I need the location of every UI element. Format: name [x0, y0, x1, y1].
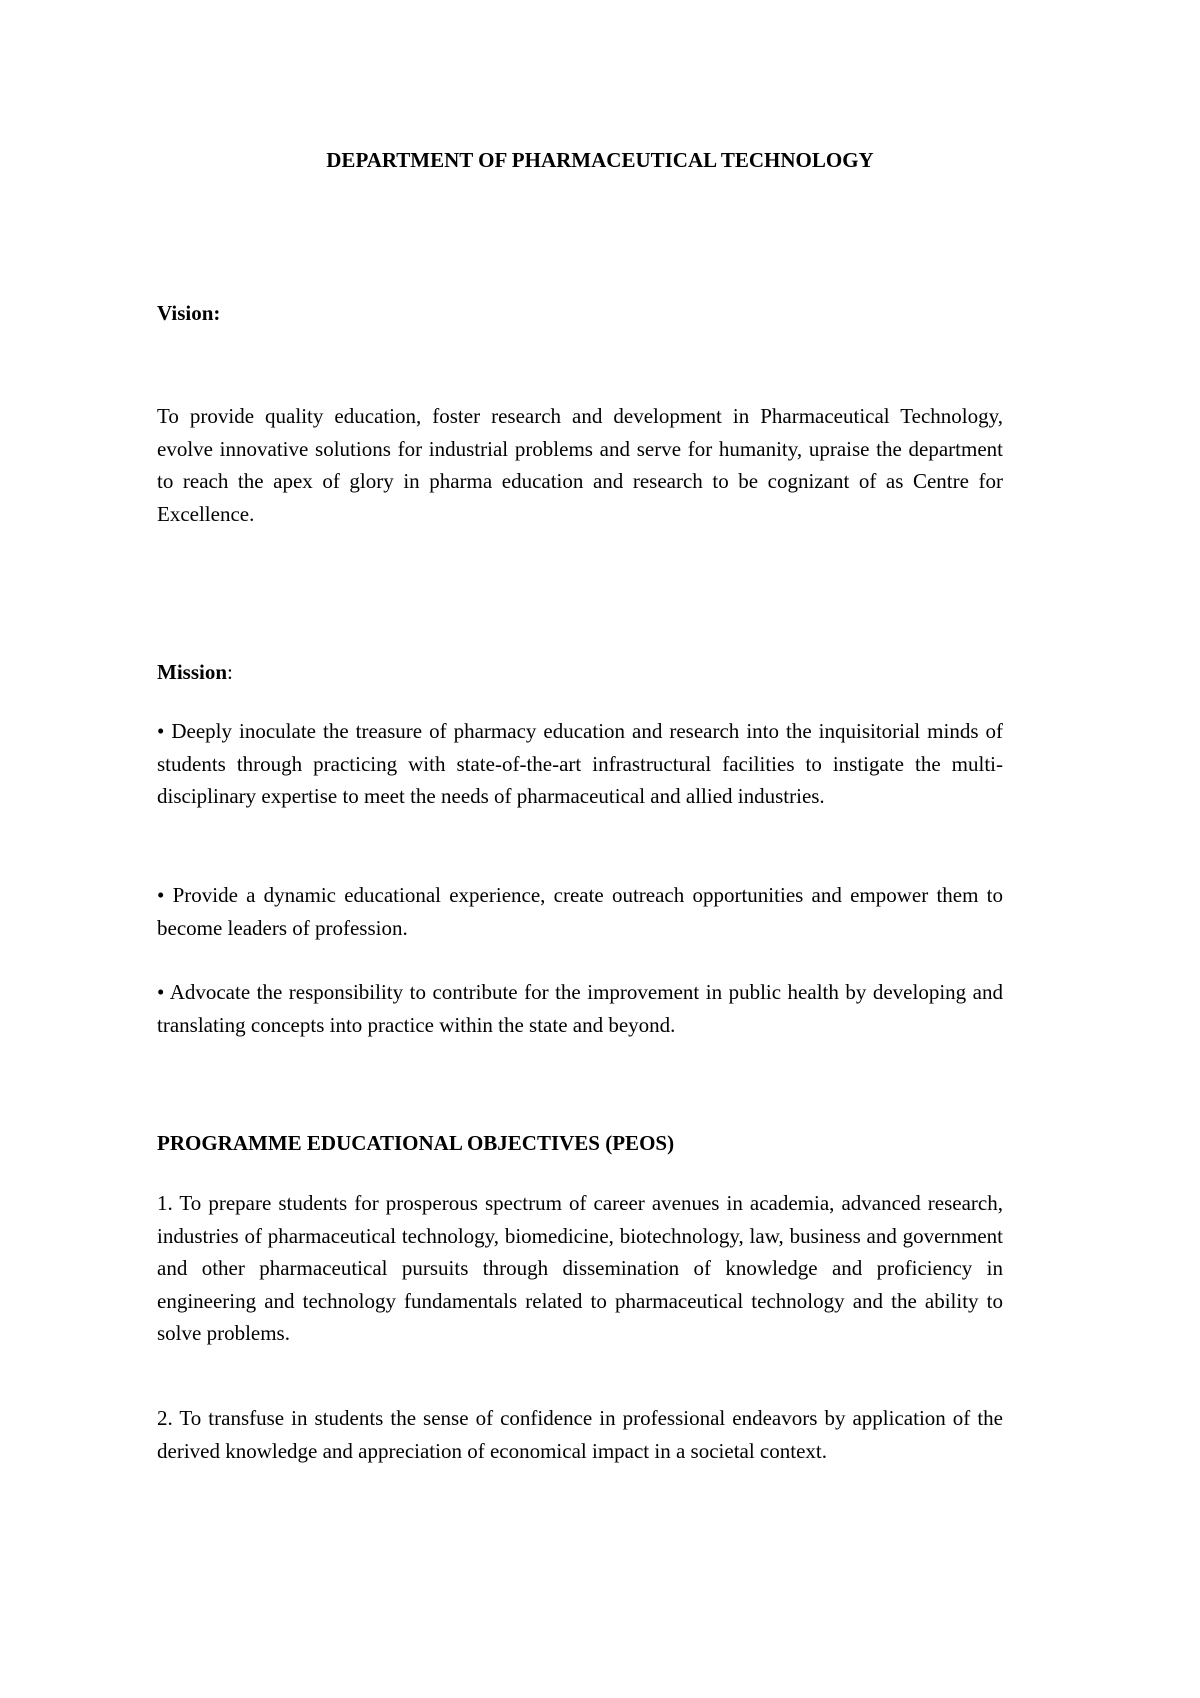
mission-item-3: • Advocate the responsibility to contribute for the improvement in public health by developing and translating concepts into practice within the state and beyond. [157, 980, 1003, 1037]
document-title: DEPARTMENT OF PHARMACEUTICAL TECHNOLOGY [326, 148, 874, 172]
peos-heading: PROGRAMME EDUCATIONAL OBJECTIVES (PEOS) [157, 1131, 675, 1155]
peos-item-1: 1. To prepare students for prosperous spectrum of career avenues in academia, advanced research, industries of pharmaceutical technology, biomedicine, biotechnology, law, business and government and other pharmaceutical pursuits through dissemination of knowledge and proficiency in engineering and technology fundamentals related to pharmaceutical technology and the ability to solve problems. [157, 1191, 1003, 1345]
vision-text: To provide quality education, foster research and development in Pharmaceutical Technology, evolve innovative solutions for industrial problems and serve for humanity, upraise the department to reach the apex of glory in pharma education and research to be cognizant of as Centre for Excellence. [157, 404, 1003, 526]
peos-item-2: 2. To transfuse in students the sense of confidence in professional endeavors by application of the derived knowledge and appreciation of economical impact in a societal context. [157, 1406, 1003, 1463]
mission-heading-colon: : [227, 660, 233, 684]
mission-item-2: • Provide a dynamic educational experience, create outreach opportunities and empower them to become leaders of profession. [157, 883, 1003, 940]
vision-heading: Vision: [157, 301, 221, 325]
mission-heading [157, 657, 233, 687]
mission-item-1: • Deeply inoculate the treasure of pharmacy education and research into the inquisitorial minds of students through practicing with state-of-the-art infrastructural facilities to instigate the multi-disciplinary expertise to meet the needs of pharmaceutical and allied industries. [157, 719, 1003, 808]
mission-heading-label: Mission [157, 660, 228, 684]
